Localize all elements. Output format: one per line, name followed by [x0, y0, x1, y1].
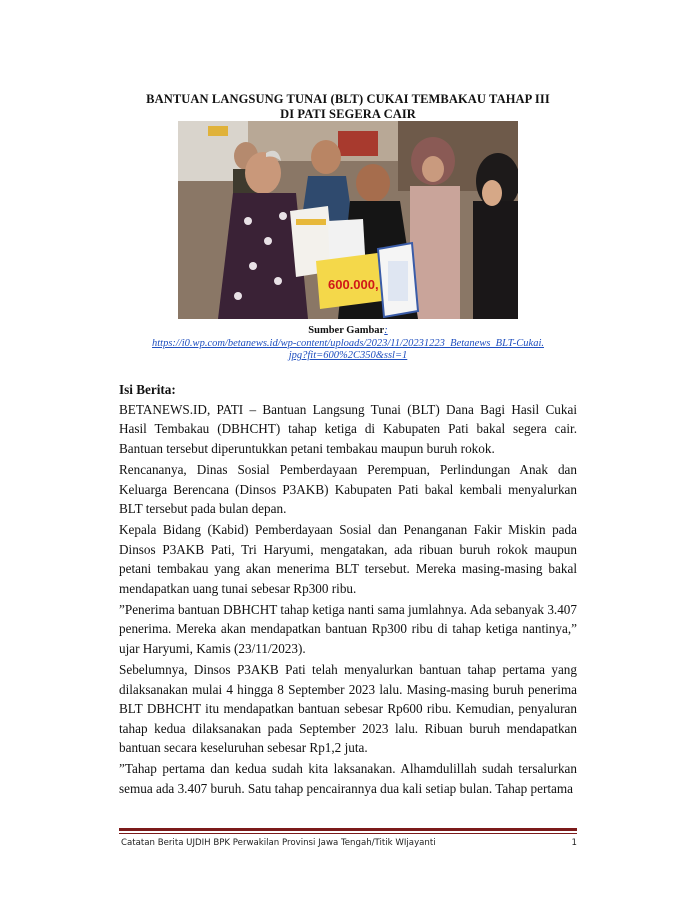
footer-divider-thin — [119, 833, 577, 834]
image-source — [120, 325, 576, 363]
footer-divider-thick — [119, 828, 577, 831]
source-url-line-2[interactable]: jpg?fit=600%2C350&ssl=1 — [288, 350, 408, 361]
article-paragraph: Sebelumnya, Dinsos P3AKB Pati telah menyalurkan bantuan tahap pertama yang dilaksanakan mulai 4 hingga 8 September 2023 lalu. Masing-masing buruh penerima BLT DBHCHT itu mendapatkan bantuan sebesar Rp600 ribu. Kemudian, penyaluran tahap kedua dilaksanakan pada September 2023 lalu. Ribuan buruh mendapatkan bantuan secara keseluruhan sebesar Rp1,2 juta. — [119, 662, 577, 755]
article-paragraph: Kepala Bidang (Kabid) Pemberdayaan Sosial dan Penanganan Fakir Miskin pada Dinsos P3AKB Pati, Tri Haryumi, mengatakan, ada ribuan buruh rokok maupun petani tembakau yang akan menerima BLT tersebut. Mereka masing-masing bakal mendapatkan uang tunai sebesar Rp300 ribu. — [119, 522, 577, 596]
page-footer — [121, 838, 577, 848]
article-paragraph: ”Penerima bantuan DBHCHT tahap ketiga nanti sama jumlahnya. Ada sebanyak 3.407 penerima. Mereka akan mendapatkan bantuan Rp300 ribu di tahap ketiga nantinya,” ujar Haryumi, Kamis (23/11/2023). — [119, 602, 577, 656]
document-title — [120, 92, 576, 122]
footer-text: Catatan Berita UJDIH BPK Perwakilan Provinsi Jawa Tengah/Titik WIjayanti — [121, 838, 436, 848]
source-link-marker[interactable]: : — [384, 325, 388, 336]
board-amount-text: 600.000, — [328, 277, 379, 292]
article-paragraph: ”Tahap pertama dan kedua sudah kita laksanakan. Alhamdulillah sudah tersalurkan semua ada 3.407 buruh. Satu tahap pencairannya dua kali setiap bulan. Tahap pertama — [119, 761, 577, 796]
title-line-2: DI PATI SEGERA CAIR — [280, 107, 416, 121]
article-paragraph: Rencananya, Dinas Sosial Pemberdayaan Perempuan, Perlindungan Anak dan Keluarga Berencana (Dinsos P3AKB) Kabupaten Pati bakal kembali menyalurkan BLT tersebut pada bulan depan. — [119, 462, 577, 517]
source-label: Sumber Gambar — [308, 325, 385, 336]
article-heading: Isi Berita: — [119, 382, 176, 397]
news-photo — [178, 121, 518, 319]
article-body — [119, 380, 577, 800]
title-line-1: BANTUAN LANGSUNG TUNAI (BLT) CUKAI TEMBAKAU TAHAP III — [146, 92, 550, 106]
source-url-line-1[interactable]: https://i0.wp.com/betanews.id/wp-content/uploads/2023/11/20231223_Betanews_BLT-Cukai. — [152, 337, 544, 349]
page-number: 1 — [571, 838, 577, 848]
article-paragraph: BETANEWS.ID, PATI – Bantuan Langsung Tunai (BLT) Dana Bagi Hasil Cukai Hasil Tembakau (DBHCHT) tahap ketiga di Kabupaten Pati bakal segera cair. Bantuan tersebut diperuntukkan petani tembakau maupun buruh rokok. — [119, 402, 577, 456]
